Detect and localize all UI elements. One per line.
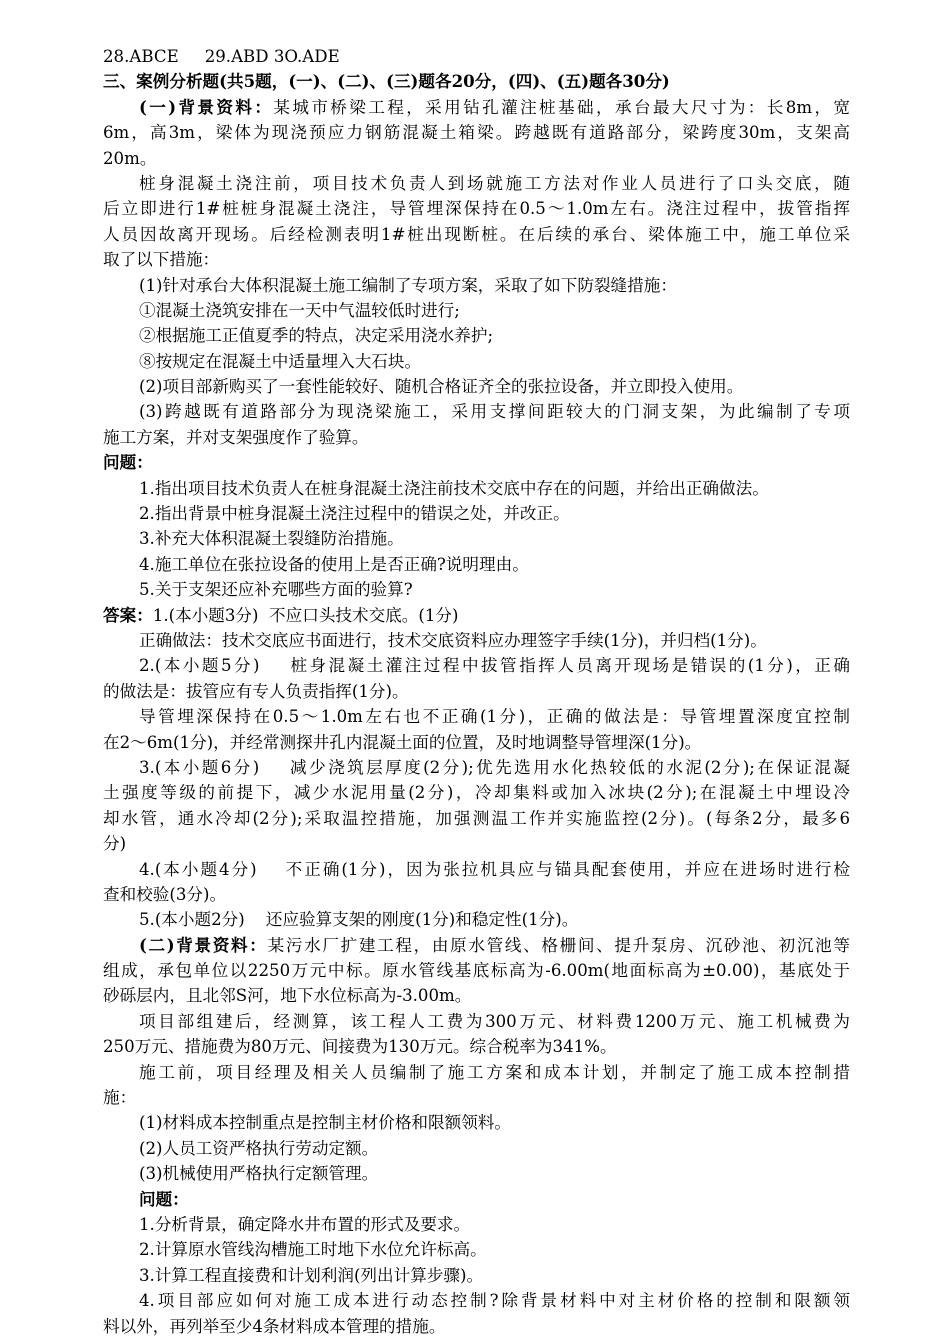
case1-line: 施工方案，并对支架强度作了验算。 [103, 427, 369, 447]
case2-line: 项目部组建后，经测算，该工程人工费为300万元、材料费1200万元、施工机械费为 [139, 1011, 850, 1031]
case2-question: 料以外，再列举至少4条材料成本管理的措施。 [103, 1316, 446, 1336]
case1-answer-line: 3.(本小题6分) 减少浇筑层厚度(2分);优先选用水化热较低的水泥(2分);在保证混凝 [139, 757, 850, 777]
case2-line: 施： [103, 1088, 137, 1108]
case1-line: 人员因故离开现场。后经检测表明1#桩出现断桩。在后续的承台、梁体施工中，施工单位采 [103, 224, 850, 244]
case1-measure-item: ②根据施工正值夏季的特点，决定采用浇水养护; [139, 326, 494, 346]
case1-label: (一)背景资料 [139, 96, 255, 117]
case1-answer-line: 2.(本小题5分) 桩身混凝土灌注过程中拔管指挥人员离开现场是错误的(1分)，正确 [139, 656, 850, 676]
case1-measure: (2)项目部新购买了一套性能较好、随机合格证齐全的张拉设备，并立即投入使用。 [139, 377, 744, 397]
case2-question: 3.计算工程直接费和计划利润(列出计算步骤)。 [139, 1265, 484, 1285]
case2-question: 2.计算原水管线沟槽施工时地下水位允许标高。 [139, 1240, 487, 1260]
case1-question: 1.指出项目技术负责人在桩身混凝土浇注前技术交底中存在的问题，并给出正确做法。 [139, 478, 769, 498]
case2-line: 组成，承包单位以2250万元中标。原水管线基底标高为-6.00m(地面标高为±0.00)，基底处于 [103, 961, 850, 981]
case2-questions-heading: 问题： [139, 1188, 189, 1209]
case1-question: 5.关于支架还应补充哪些方面的验算? [139, 580, 413, 600]
case2-measure: (1)材料成本控制重点是控制主材价格和限额领料。 [139, 1113, 511, 1133]
case1-answer-line: 分) [103, 834, 127, 854]
case1-answer-line: 在2～6m(1分)，并经常测探井孔内混凝土面的位置，及时地调整导管埋深(1分)。 [103, 732, 702, 752]
answer-29-30: 29.ABD 3O.ADE [204, 47, 340, 66]
answer-28: 28.ABCE [103, 47, 179, 66]
case1-answer-line: 土强度等级的前提下，减少水泥用量(2分)，冷却集料或加入冰块(2分);在混凝土中埋设冷 [103, 783, 850, 803]
case1-answer-line: 4.(本小题4分) 不正确(1分)，因为张拉机具应与锚具配套使用，并应在进场时进行检 [139, 859, 850, 879]
case1-question: 4.施工单位在张拉设备的使用上是否正确?说明理由。 [139, 554, 529, 574]
case2-intro-line: (二)背景资料：某污水厂扩建工程，由原水管线、格栅间、提升泵房、沉砂池、初沉池等 [139, 934, 851, 955]
case1-intro-line: (一)背景资料：某城市桥梁工程，采用钻孔灌注桩基础，承台最大尺寸为：长8m，宽 [139, 96, 851, 117]
case1-measure: (3)跨越既有道路部分为现浇梁施工，采用支撑间距较大的门洞支架，为此编制了专项 [139, 402, 850, 422]
case2-label: (二)背景资料 [139, 934, 250, 955]
case1-question: 3.补充大体积混凝土裂缝防治措施。 [139, 529, 404, 549]
case1-line: 取了以下措施： [103, 250, 220, 270]
case2-measure: (2)人员工资严格执行劳动定额。 [139, 1138, 379, 1158]
case1-answer-line: 却水管，通水冷却(2分);采取温控措施，加强测温工作并实施监控(2分)。(每条2分，最多6 [103, 808, 850, 828]
case2-line: 250万元、措施费为80万元、间接费为130万元。综合税率为341%。 [103, 1037, 617, 1057]
case1-measure-item: ⑧按规定在混凝土中适量埋入大石块。 [139, 351, 422, 371]
case2-measure: (3)机械使用严格执行定额管理。 [139, 1164, 379, 1184]
case1-measure-item: ①混凝土浇筑安排在一天中气温较低时进行; [139, 300, 460, 320]
case2-line: 施工前，项目经理及相关人员编制了施工方案和成本计划，并制定了施工成本控制措 [139, 1062, 850, 1082]
case1-answer-line: 5.(本小题2分) 还应验算支架的刚度(1分)和稳定性(1分)。 [139, 910, 579, 930]
previous-answers-line [103, 44, 850, 69]
document-body [103, 44, 850, 1339]
case1-question: 2.指出背景中桩身混凝土浇注过程中的错误之处，并改正。 [139, 504, 570, 524]
case1-answer-line: 正确做法：技术交底应书面进行，技术交底资料应办理签字手续(1分)，并归档(1分)。 [139, 630, 767, 650]
case1-line: 后立即进行1#桩桩身混凝土浇注，导管埋深保持在0.5～1.0m左右。浇注过程中，拔管指挥 [103, 199, 850, 219]
case1-questions-heading: 问题： [103, 452, 153, 473]
case1-line: 6m，高3m，梁体为现浇预应力钢筋混凝土箱梁。跨越既有道路部分，梁跨度30m，支架高 [103, 123, 850, 143]
case1-line: 桩身混凝土浇注前，项目技术负责人到场就施工方法对作业人员进行了口头交底，随 [139, 173, 850, 193]
case1-measure: (1)针对承台大体积混凝土施工编制了专项方案，采取了如下防裂缝措施： [139, 275, 677, 295]
case2-line: 砂砾层内，且北邻S河，地下水位标高为-3.00m。 [103, 986, 472, 1006]
case1-answer-line: 查和校验(3分)。 [103, 884, 227, 904]
case1-line: 20m。 [103, 148, 157, 168]
case1-answer-line: 的做法是：拔管应有专人负责指挥(1分)。 [103, 681, 409, 701]
answer-label: 答案 [103, 604, 137, 625]
case1-answer-heading: 答案：1.(本小题3分) 不应口头技术交底。(1分) [103, 604, 459, 625]
case2-question: 1.分析背景，确定降水井布置的形式及要求。 [139, 1214, 471, 1234]
case2-question: 4.项目部应如何对施工成本进行动态控制?除背景材料中对主材价格的控制和限额领 [139, 1291, 850, 1311]
case1-answer-line: 导管埋深保持在0.5～1.0m左右也不正确(1分)，正确的做法是：导管埋置深度宜控制 [139, 707, 850, 727]
section-title: 三、案例分析题(共5题，(一)、(二)、(三)题各20分，(四)、(五)题各30分) [103, 71, 670, 92]
